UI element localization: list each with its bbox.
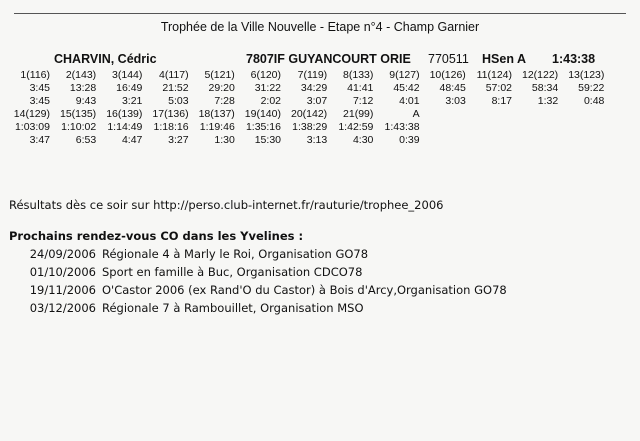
runner-name: CHARVIN, Cédric [54,52,157,66]
split-cumulative: 21:52 [162,82,189,94]
split-split: 6:53 [75,134,97,146]
split-split: 3:07 [306,95,328,107]
split-split: 7:28 [214,95,235,107]
runner-category: HSen A [482,52,526,66]
split-split: 9:43 [75,95,97,107]
split-cumulative: 58:34 [531,82,559,94]
split-cumulative: 1:35:16 [245,121,281,133]
split-cumulative: 31:22 [254,82,281,94]
split-control: 7(119) [297,69,328,81]
split-control: 2(143) [65,69,97,81]
split-control: 8(133) [343,69,374,81]
split-split: 5:03 [168,95,189,107]
top-rule [14,13,626,14]
results-note [9,198,443,212]
split-split: 1:32 [537,95,559,107]
split-cumulative: 16:49 [116,82,143,94]
split-control: 3(144) [112,69,143,81]
split-split: 4:01 [399,95,420,107]
results-label: Résultats dès ce soir sur [9,198,150,212]
split-cumulative: 45:42 [393,82,420,94]
split-cumulative: 1:14:49 [107,121,143,133]
split-control: 21(99) [343,108,374,120]
split-cumulative: 48:45 [439,82,466,94]
split-split: 3:13 [306,134,328,146]
split-control: A [412,108,420,120]
runner-licence: 770511 [428,52,469,66]
split-split: 2:02 [260,95,281,107]
split-cumulative: 1:10:02 [61,121,97,133]
split-split: 4:47 [121,134,143,146]
runner-club: 7807IF GUYANCOURT ORIE [246,52,411,66]
event-text: Régionale 4 à Marly le Roi, Organisation GO78 [102,247,369,261]
split-split: 3:47 [29,134,50,146]
runner-total-time: 1:43:38 [552,52,596,66]
event-text: O'Castor 2006 (ex Rand'O du Castor) à Bois d'Arcy,Organisation GO78 [102,283,507,297]
split-control: 14(129) [13,108,50,120]
split-control: 11(124) [476,69,512,81]
page-title: Trophée de la Ville Nouvelle - Etape n°4 - Champ Garnier [160,20,480,34]
split-cumulative: 1:18:16 [153,121,189,133]
split-cumulative: 1:19:46 [199,121,235,133]
split-split: 8:17 [491,95,512,107]
split-split: 3:45 [29,95,50,107]
split-split: 0:39 [399,134,420,146]
split-control: 10(126) [429,69,466,81]
split-control: 1(116) [20,69,50,81]
event-text: Régionale 7 à Rambouillet, Organisation MSO [102,301,364,315]
split-control: 9(127) [389,69,420,81]
split-cumulative: 57:02 [485,82,512,94]
event-date: 01/10/2006 [29,265,96,279]
event-item [20,301,364,315]
split-split: 3:27 [168,134,189,146]
split-control: 18(137) [198,108,235,120]
results-url[interactable]: http://perso.club-internet.fr/rauturie/trophee_2006 [153,198,444,212]
event-item [20,283,507,297]
split-control: 13(123) [568,69,605,81]
event-item [20,265,362,279]
split-control: 12(122) [521,69,559,81]
split-split: 0:48 [583,95,605,107]
split-cumulative: 1:42:59 [338,121,374,133]
split-split: 4:30 [352,134,374,146]
split-split: 3:21 [121,95,143,107]
split-split: 7:12 [352,95,374,107]
event-item [20,247,368,261]
split-cumulative: 1:38:29 [292,121,328,133]
split-control: 5(121) [204,69,235,81]
split-cumulative: 1:43:38 [384,121,420,133]
split-cumulative: 59:22 [578,82,605,94]
split-cumulative: 29:20 [208,82,235,94]
split-cumulative: 3:45 [29,82,50,94]
split-cumulative: 13:28 [69,82,97,94]
split-control: 17(136) [152,108,189,120]
split-split: 15:30 [254,134,281,146]
split-control: 20(142) [290,108,328,120]
split-cumulative: 34:29 [300,82,328,94]
split-split: 3:03 [445,95,466,107]
split-control: 19(140) [244,108,281,120]
event-text: Sport en famille à Buc, Organisation CDCO78 [102,265,363,279]
split-cumulative: 41:41 [347,82,374,94]
event-date: 24/09/2006 [29,247,96,261]
split-control: 15(135) [59,108,97,120]
event-date: 19/11/2006 [29,283,96,297]
split-cumulative: 1:03:09 [14,121,50,133]
upcoming-heading: Prochains rendez-vous CO dans les Yvelines : [9,229,304,243]
split-control: 16(139) [106,108,143,120]
event-date: 03/12/2006 [29,301,96,315]
split-control: 4(117) [159,69,189,81]
split-split: 1:30 [214,134,235,146]
split-control: 6(120) [250,69,281,81]
